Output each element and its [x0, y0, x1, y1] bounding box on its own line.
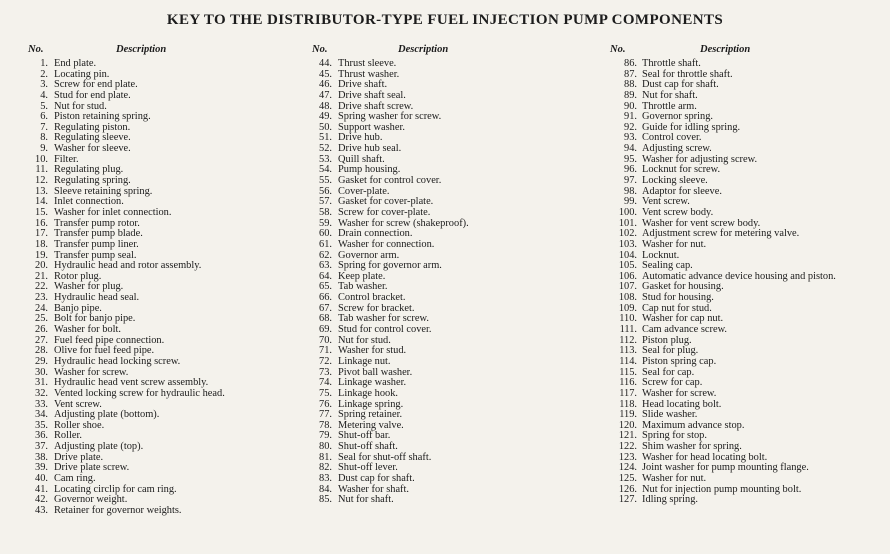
part-number: 46. [319, 79, 332, 91]
part-number: 117. [619, 387, 637, 399]
part-number: 44. [319, 58, 332, 69]
part-number: 108. [618, 292, 637, 304]
part-number: 36. [35, 430, 48, 442]
part-description: Washer for stud. [338, 345, 407, 357]
part-description: Locknut. [642, 249, 680, 261]
part-number: 64. [319, 270, 332, 282]
part-description: Adjustment screw for metering valve. [642, 228, 800, 240]
part-description: Transfer pump blade. [54, 228, 143, 240]
header-no: No. [610, 44, 626, 55]
part-number: 1. [40, 58, 48, 69]
part-number: 115. [619, 366, 637, 378]
header-no: No. [312, 44, 328, 55]
part-number: 8. [40, 132, 48, 144]
part-number: 32. [35, 387, 48, 399]
part-description: Throttle shaft. [642, 58, 701, 69]
part-number: 45. [319, 68, 332, 80]
part-description: Piston retaining spring. [54, 111, 151, 123]
part-number: 54. [319, 164, 332, 176]
part-number: 90. [624, 100, 637, 112]
part-number: 55. [319, 175, 332, 187]
part-number: 72. [319, 355, 332, 367]
part-description: Nut for injection pump mounting bolt. [642, 483, 802, 495]
part-number: 96. [624, 164, 637, 176]
part-description: Washer for cap nut. [642, 313, 724, 325]
part-description: Washer for screw. [642, 387, 717, 399]
part-number: 85. [319, 494, 332, 506]
part-number: 16. [35, 217, 48, 229]
part-number: 91. [624, 111, 637, 123]
part-description: Locking sleeve. [642, 175, 708, 187]
part-description: Drive shaft seal. [338, 89, 406, 101]
part-description: Metering valve. [338, 419, 404, 431]
part-description: Drive shaft. [338, 79, 388, 91]
part-description: Joint washer for pump mounting flange. [642, 462, 809, 474]
part-number: 101. [618, 217, 637, 229]
part-description: Regulating plug. [54, 164, 124, 176]
part-number: 3. [40, 79, 48, 91]
part-description: Washer for screw (shakeproof). [338, 217, 469, 229]
part-description: Gasket for cover-plate. [338, 196, 434, 208]
part-description: Spring for stop. [642, 430, 707, 442]
part-number: 19. [35, 249, 48, 261]
part-description: Cam ring. [54, 472, 96, 484]
part-number: 5. [40, 100, 48, 112]
part-description: Sealing cap. [642, 260, 693, 272]
part-number: 56. [319, 185, 332, 197]
part-number: 2. [40, 68, 48, 80]
part-number: 34. [35, 409, 48, 421]
part-description: Piston plug. [642, 334, 692, 346]
part-number: 103. [618, 238, 637, 250]
part-number: 71. [319, 345, 332, 357]
part-description: Pivot ball washer. [338, 366, 413, 378]
part-description: Screw for cap. [642, 377, 703, 389]
part-number: 93. [624, 132, 637, 144]
part-description: Vented locking screw for hydraulic head. [54, 387, 225, 399]
part-number: 114. [619, 355, 637, 367]
part-number: 28. [35, 345, 48, 357]
part-description: Drive plate. [54, 451, 104, 463]
part-number: 10. [35, 153, 48, 165]
part-description: Linkage washer. [338, 377, 407, 389]
part-number: 100. [618, 206, 637, 218]
part-number: 107. [618, 281, 637, 293]
part-number: 14. [35, 196, 48, 208]
part-description: Stud for end plate. [54, 89, 131, 101]
part-description: Washer for nut. [642, 472, 707, 484]
part-description: Roller shoe. [54, 419, 105, 431]
part-number: 25. [35, 313, 48, 325]
part-description: Nut for shaft. [338, 494, 394, 506]
part-description: Shut-off lever. [338, 462, 398, 474]
part-description: Gasket for control cover. [338, 175, 442, 187]
part-number: 110. [619, 313, 637, 325]
part-description: Washer for bolt. [54, 324, 121, 336]
part-number: 80. [319, 441, 332, 453]
part-description: Tab washer for screw. [338, 313, 429, 325]
part-number: 53. [319, 153, 332, 165]
part-description: Vent screw. [642, 196, 690, 208]
part-number: 12. [35, 175, 48, 187]
part-number: 59. [319, 217, 332, 229]
part-description: Stud for housing. [642, 292, 714, 304]
part-description: Guide for idling spring. [642, 121, 741, 133]
part-number: 42. [35, 494, 48, 506]
part-description: Governor arm. [338, 249, 400, 261]
part-description: Governor spring. [642, 111, 713, 123]
part-number: 31. [35, 377, 48, 389]
part-description: Dust cap for shaft. [338, 472, 415, 484]
part-description: Filter. [54, 153, 79, 165]
part-number: 127. [618, 494, 637, 506]
part-description: Spring retainer. [338, 409, 403, 421]
part-description: Roller. [54, 430, 82, 442]
part-description: Drive plate screw. [54, 462, 130, 474]
part-description: Tab washer. [338, 281, 388, 293]
part-number: 43. [35, 504, 48, 516]
part-number: 52. [319, 143, 332, 155]
part-number: 4. [40, 89, 48, 101]
part-number: 109. [618, 302, 637, 314]
part-number: 78. [319, 419, 332, 431]
part-description: Locating circlip for cam ring. [54, 483, 177, 495]
part-number: 94. [624, 143, 637, 155]
part-description: Shim washer for spring. [642, 441, 742, 453]
part-number: 99. [624, 196, 637, 208]
part-description: Support washer. [338, 121, 405, 133]
part-description: Inlet connection. [54, 196, 124, 208]
part-description: Washer for plug. [54, 281, 124, 293]
part-description: Spring for governor arm. [338, 260, 442, 272]
part-description: Adaptor for sleeve. [642, 185, 722, 197]
part-description: Nut for shaft. [642, 89, 698, 101]
part-description: Olive for fuel feed pipe. [54, 345, 155, 357]
part-description: Washer for vent screw body. [642, 217, 761, 229]
part-number: 9. [40, 143, 48, 155]
part-number: 30. [35, 366, 48, 378]
part-description: Hydraulic head and rotor assembly. [54, 260, 202, 272]
part-number: 116. [619, 377, 637, 389]
part-number: 23. [35, 292, 48, 304]
part-number: 95. [624, 153, 637, 165]
part-description: Washer for adjusting screw. [642, 153, 758, 165]
part-description: Retainer for governor weights. [54, 504, 182, 516]
column-header [28, 44, 303, 58]
part-number: 92. [624, 121, 637, 133]
part-number: 106. [618, 270, 637, 282]
part-number: 75. [319, 387, 332, 399]
part-description: Drive hub seal. [338, 143, 402, 155]
part-number: 58. [319, 206, 332, 218]
header-description: Description [398, 44, 449, 55]
part-description: Washer for nut. [642, 238, 707, 250]
part-description: Regulating piston. [54, 121, 131, 133]
part-number: 57. [319, 196, 332, 208]
part-number: 15. [35, 206, 48, 218]
part-number: 63. [319, 260, 332, 272]
column-header [312, 44, 607, 58]
part-description: Gasket for housing. [642, 281, 724, 293]
part-description: Screw for end plate. [54, 79, 138, 91]
column-header [610, 44, 885, 58]
part-number: 112. [619, 334, 637, 346]
parts-column-1 [28, 44, 303, 516]
part-description: Washer for shaft. [338, 483, 410, 495]
part-description: Drive hub. [338, 132, 383, 144]
part-description: Sleeve retaining spring. [54, 185, 153, 197]
part-description: Fuel feed pipe connection. [54, 334, 165, 346]
part-number: 27. [35, 334, 48, 346]
part-number: 65. [319, 281, 332, 293]
part-description: End plate. [54, 58, 97, 69]
part-description: Screw for bracket. [338, 302, 415, 314]
part-description: Adjusting plate (top). [54, 441, 144, 453]
part-number: 97. [624, 175, 637, 187]
part-number: 118. [619, 398, 637, 410]
part-number: 49. [319, 111, 332, 123]
part-number: 74. [319, 377, 332, 389]
part-description: Linkage nut. [338, 355, 391, 367]
part-description: Linkage spring. [338, 398, 404, 410]
part-number: 123. [618, 451, 637, 463]
part-number: 121. [618, 430, 637, 442]
part-number: 125. [618, 472, 637, 484]
part-number: 89. [624, 89, 637, 101]
part-number: 98. [624, 185, 637, 197]
parts-column-3 [610, 44, 885, 506]
part-description: Slide washer. [642, 409, 698, 421]
part-description: Locknut for screw. [642, 164, 721, 176]
part-number: 119. [619, 409, 637, 421]
part-description: Rotor plug. [54, 270, 102, 282]
header-description: Description [116, 44, 167, 55]
part-description: Hydraulic head locking screw. [54, 355, 181, 367]
part-number: 122. [618, 441, 637, 453]
part-description: Dust cap for shaft. [642, 79, 719, 91]
part-number: 79. [319, 430, 332, 442]
part-description: Transfer pump seal. [54, 249, 137, 261]
part-description: Cap nut for stud. [642, 302, 712, 314]
part-description: Hydraulic head seal. [54, 292, 140, 304]
part-number: 40. [35, 472, 48, 484]
part-description: Keep plate. [338, 270, 386, 282]
part-number: 33. [35, 398, 48, 410]
part-description: Thrust washer. [338, 68, 400, 80]
part-description: Adjusting screw. [642, 143, 712, 155]
part-description: Vent screw body. [642, 206, 714, 218]
part-description: Maximum advance stop. [642, 419, 745, 431]
header-no: No. [28, 44, 44, 55]
part-number: 113. [619, 345, 637, 357]
part-description: Washer for connection. [338, 238, 435, 250]
part-number: 84. [319, 483, 332, 495]
part-number: 11. [35, 164, 48, 176]
part-description: Piston spring cap. [642, 355, 717, 367]
part-description: Seal for plug. [642, 345, 699, 357]
part-number: 35. [35, 419, 48, 431]
part-number: 62. [319, 249, 332, 261]
part-number: 126. [618, 483, 637, 495]
part-description: Shut-off shaft. [338, 441, 398, 453]
part-number: 61. [319, 238, 332, 250]
part-number: 41. [35, 483, 48, 495]
part-number: 26. [35, 324, 48, 336]
part-number: 29. [35, 355, 48, 367]
part-number: 87. [624, 68, 637, 80]
part-number: 104. [618, 249, 637, 261]
part-number: 68. [319, 313, 332, 325]
part-number: 83. [319, 472, 332, 484]
part-number: 51. [319, 132, 332, 144]
part-number: 20. [35, 260, 48, 272]
part-number: 6. [40, 111, 48, 123]
part-description: Cam advance screw. [642, 324, 728, 336]
part-number: 18. [35, 238, 48, 250]
part-number: 66. [319, 292, 332, 304]
part-description: Nut for stud. [54, 100, 107, 112]
part-number: 77. [319, 409, 332, 421]
part-number: 81. [319, 451, 332, 463]
part-description: Cover-plate. [338, 185, 390, 197]
part-number: 13. [35, 185, 48, 197]
header-description: Description [700, 44, 751, 55]
part-number: 120. [618, 419, 637, 431]
part-number: 124. [618, 462, 637, 474]
part-description: Shut-off bar. [338, 430, 391, 442]
part-number: 24. [35, 302, 48, 314]
part-number: 22. [35, 281, 48, 293]
part-description: Drive shaft screw. [338, 100, 414, 112]
part-number: 48. [319, 100, 332, 112]
part-description: Locating pin. [54, 68, 110, 80]
part-description: Washer for inlet connection. [54, 206, 172, 218]
part-number: 102. [618, 228, 637, 240]
part-description: Quill shaft. [338, 153, 385, 165]
part-number: 76. [319, 398, 332, 410]
part-number: 21. [35, 270, 48, 282]
part-number: 82. [319, 462, 332, 474]
part-description: Washer for head locating bolt. [642, 451, 768, 463]
part-description: Spring washer for screw. [338, 111, 442, 123]
part-number: 17. [35, 228, 48, 240]
part-number: 105. [618, 260, 637, 272]
part-description: Stud for control cover. [338, 324, 432, 336]
part-description: Automatic advance device housing and piston. [642, 270, 836, 282]
part-description: Seal for cap. [642, 366, 695, 378]
part-description: Washer for screw. [54, 366, 129, 378]
part-number: 47. [319, 89, 332, 101]
part-description: Thrust sleeve. [338, 58, 397, 69]
part-description: Seal for throttle shaft. [642, 68, 733, 80]
part-number: 60. [319, 228, 332, 240]
part-description: Adjusting plate (bottom). [54, 409, 160, 421]
part-number: 37. [35, 441, 48, 453]
part-description: Control bracket. [338, 292, 406, 304]
part-description: Bolt for banjo pipe. [54, 313, 136, 325]
part-description: Hydraulic head vent screw assembly. [54, 377, 209, 389]
part-description: Linkage hook. [338, 387, 399, 399]
part-number: 111. [619, 324, 637, 336]
part-number: 86. [624, 58, 637, 69]
part-description: Control cover. [642, 132, 702, 144]
part-number: 88. [624, 79, 637, 91]
part-number: 50. [319, 121, 332, 133]
part-description: Vent screw. [54, 398, 102, 410]
part-number: 67. [319, 302, 332, 314]
part-number: 69. [319, 324, 332, 336]
part-description: Transfer pump liner. [54, 238, 139, 250]
part-description: Nut for stud. [338, 334, 391, 346]
part-description: Pump housing. [338, 164, 401, 176]
part-number: 38. [35, 451, 48, 463]
part-description: Screw for cover-plate. [338, 206, 431, 218]
page-title: KEY TO THE DISTRIBUTOR-TYPE FUEL INJECTION PUMP COMPONENTS [166, 12, 724, 28]
part-description: Head locating bolt. [642, 398, 722, 410]
part-description: Regulating sleeve. [54, 132, 131, 144]
part-description: Idling spring. [642, 494, 698, 506]
part-description: Regulating spring. [54, 175, 131, 187]
part-description: Throttle arm. [642, 100, 697, 112]
part-description: Seal for shut-off shaft. [338, 451, 432, 463]
part-description: Washer for sleeve. [54, 143, 131, 155]
parts-column-2 [312, 44, 607, 506]
part-description: Drain connection. [338, 228, 413, 240]
part-description: Banjo pipe. [54, 302, 102, 314]
part-number: 39. [35, 462, 48, 474]
part-number: 7. [40, 121, 48, 133]
part-description: Governor weight. [54, 494, 128, 506]
part-number: 73. [319, 366, 332, 378]
part-number: 70. [319, 334, 332, 346]
part-description: Transfer pump rotor. [54, 217, 140, 229]
